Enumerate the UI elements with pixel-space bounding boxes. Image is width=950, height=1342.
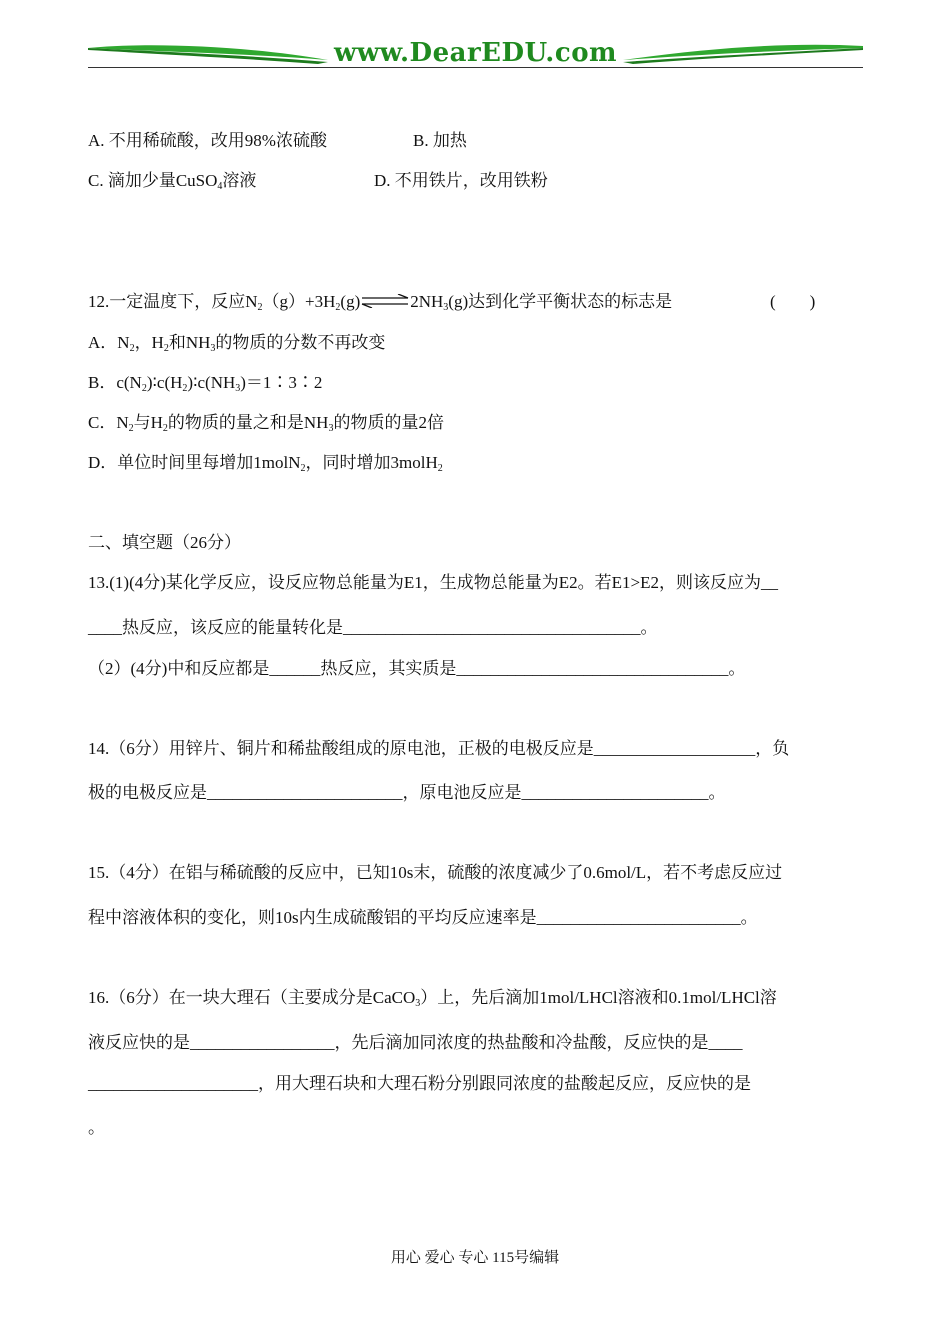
q13-line-2: ____热反应，该反应的能量转化是___________________________________。 xyxy=(88,618,658,637)
q12-stem: 12.一定温度下，反应$N_2(g)+3H_2(g)$ $2NH_3(g)$达到化学平衡状态的标志是 xyxy=(88,292,673,313)
site-logo-text: www.DearEDU.com xyxy=(333,38,618,68)
q14-line-1: 14.（6分）用锌片、铜片和稀盐酸组成的原电池，正极的电极反应是___________________，负 xyxy=(88,739,790,758)
option-b: B. 加热 xyxy=(413,131,467,150)
q14-line-2: 极的电极反应是_______________________，原电池反应是______________________。 xyxy=(88,783,726,802)
q13-line-3: （2）(4分)中和反应都是______热反应，其实质是________________________________。 xyxy=(88,659,746,678)
equilibrium-arrow-icon xyxy=(360,294,410,308)
answer-parentheses: ( ) xyxy=(770,292,816,311)
q15-line-1: 15.（4分）在铝与稀硫酸的反应中，已知10s末，硫酸的浓度减少了0.6mol/L，若不考虑反应过 xyxy=(88,863,783,882)
q12-option-a: A．$N_2$，$H_2$和$NH_3$的物质的分数不再改变 xyxy=(88,333,386,354)
section-title: 二、填空题（26分） xyxy=(88,533,241,552)
q15-line-2: 程中溶液体积的变化，则10s内生成硫酸铝的平均反应速率是________________________。 xyxy=(88,908,758,927)
q16-line-1: 16.（6分）在一块大理石（主要成分是CaCO$_3$）上，先后滴加1mol/LHCl溶液和0.1mol/LHCl溶 xyxy=(88,988,777,1009)
option-d: D. 不用铁片，改用铁粉 xyxy=(374,171,548,190)
q12-option-c: C．$N_2$与$H_2$的物质的量之和是$NH_3$的物质的量2倍 xyxy=(88,413,444,434)
q16-line-2: 液反应快的是_________________，先后滴加同浓度的热盐酸和冷盐酸，反应快的是____ xyxy=(88,1033,743,1052)
q16-line-4: 。 xyxy=(88,1118,105,1137)
q12-option-b: B．$c(N_2)∶c(H_2)∶c(NH_3)=1∶3∶2$ xyxy=(88,373,323,394)
page-footer: 用心 爱心 专心 115号编辑 xyxy=(390,1250,560,1266)
option-c: C. 滴加少量CuSO$_4$溶液 xyxy=(88,171,257,192)
option-a: A. 不用稀硫酸，改用98%浓硫酸 xyxy=(88,131,327,150)
q13-line-1: 13.(1)(4分)某化学反应，设反应物总能量为E1，生成物总能量为E2。若E1>E2，则该反应为__ xyxy=(88,573,779,592)
q12-option-d: D．单位时间里每增加1molN$_2$，同时增加3molH$_2$ xyxy=(88,453,443,474)
q16-line-3: ____________________，用大理石块和大理石粉分别跟同浓度的盐酸起反应，反应快的是 xyxy=(88,1074,751,1093)
header-divider xyxy=(88,67,863,68)
